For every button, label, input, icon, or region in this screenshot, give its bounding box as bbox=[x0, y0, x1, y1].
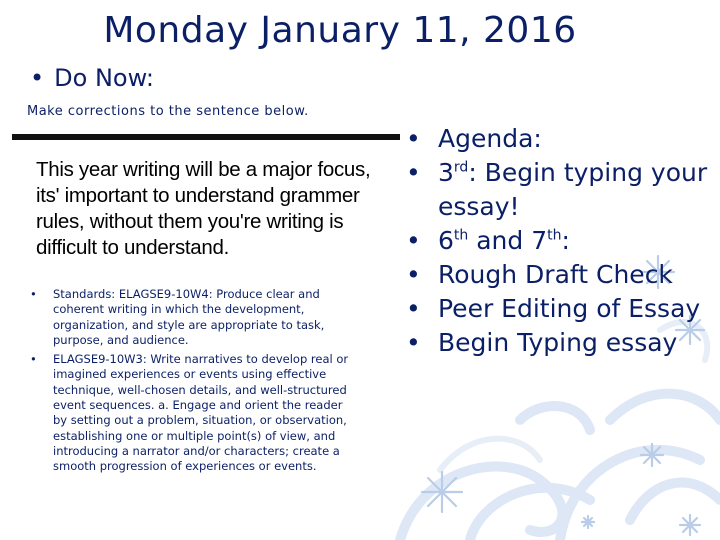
agenda-list bbox=[406, 122, 720, 360]
bullet-icon: • bbox=[30, 352, 37, 367]
agenda-item-rough-draft bbox=[406, 258, 720, 292]
agenda-period-number: 6 bbox=[438, 226, 454, 255]
list-item bbox=[30, 352, 360, 474]
list-item bbox=[30, 287, 360, 348]
divider bbox=[12, 134, 400, 140]
standard-text: Standards: ELAGSE9-10W4: Produce clear and coherent writing in which the development, organization, and style are appropriate to task, purpose, and audience. bbox=[53, 287, 325, 347]
agenda-item-6th-7th bbox=[406, 224, 720, 258]
agenda-heading-label: Agenda: bbox=[438, 124, 542, 153]
agenda-item-text: : bbox=[561, 226, 570, 255]
ordinal-suffix: rd bbox=[453, 159, 469, 176]
bullet-icon: • bbox=[406, 124, 421, 153]
swirl-decoration bbox=[400, 467, 562, 540]
agenda-item-text: : Begin typing your essay! bbox=[438, 158, 708, 221]
agenda-period-number: 3 bbox=[438, 158, 454, 187]
swirl-decoration bbox=[630, 483, 720, 520]
ordinal-suffix: th bbox=[547, 227, 562, 244]
page-title: Monday January 11, 2016 bbox=[103, 10, 577, 51]
bullet-icon: • bbox=[406, 260, 421, 289]
swirl-decoration bbox=[520, 406, 590, 430]
bullet-icon: • bbox=[406, 328, 421, 357]
snowflake-icon bbox=[641, 444, 663, 466]
snowflake-icon bbox=[680, 515, 700, 535]
bullet-icon: • bbox=[30, 287, 37, 301]
agenda-item-peer-editing bbox=[406, 292, 720, 326]
do-now-label: Do Now: bbox=[54, 64, 154, 92]
standard-text: ELAGSE9-10W3: Write narratives to develop real or imagined experiences or events using effective technique, well-chosen details, and well-structured event sequences. a. Engage and orient the reader by setting out a problem, situation, or observation, establishing one or multiple point(s) of view, and introducing a narrator and/or characters; create a smooth progression of experiences or events. bbox=[53, 352, 349, 474]
agenda-heading bbox=[406, 122, 720, 156]
ordinal-suffix: th bbox=[453, 227, 469, 244]
correction-sentence: This year writing will be a major focus, its' important to understand grammer rules, without them you're writing is difficult to understand. bbox=[36, 158, 371, 259]
agenda-item-begin-typing bbox=[406, 326, 720, 360]
standards-list bbox=[30, 287, 360, 479]
bullet-icon: • bbox=[406, 226, 421, 255]
bullet-icon: • bbox=[406, 294, 421, 323]
bullet-icon: • bbox=[30, 64, 45, 92]
agenda-item-text: Peer Editing of Essay bbox=[438, 294, 701, 323]
agenda-item-3rd bbox=[406, 156, 720, 224]
swirl-decoration bbox=[610, 394, 720, 420]
instruction-text: Make corrections to the sentence below. bbox=[27, 104, 309, 119]
snowflake-icon bbox=[422, 472, 462, 512]
do-now-heading bbox=[30, 64, 154, 92]
snowflake-icon bbox=[582, 516, 594, 528]
swirl-decoration bbox=[560, 450, 700, 540]
agenda-item-text: Begin Typing essay bbox=[438, 328, 678, 357]
agenda-item-text: Rough Draft Check bbox=[438, 260, 673, 289]
agenda-item-text: and 7 bbox=[468, 226, 548, 255]
bullet-icon: • bbox=[406, 158, 421, 187]
